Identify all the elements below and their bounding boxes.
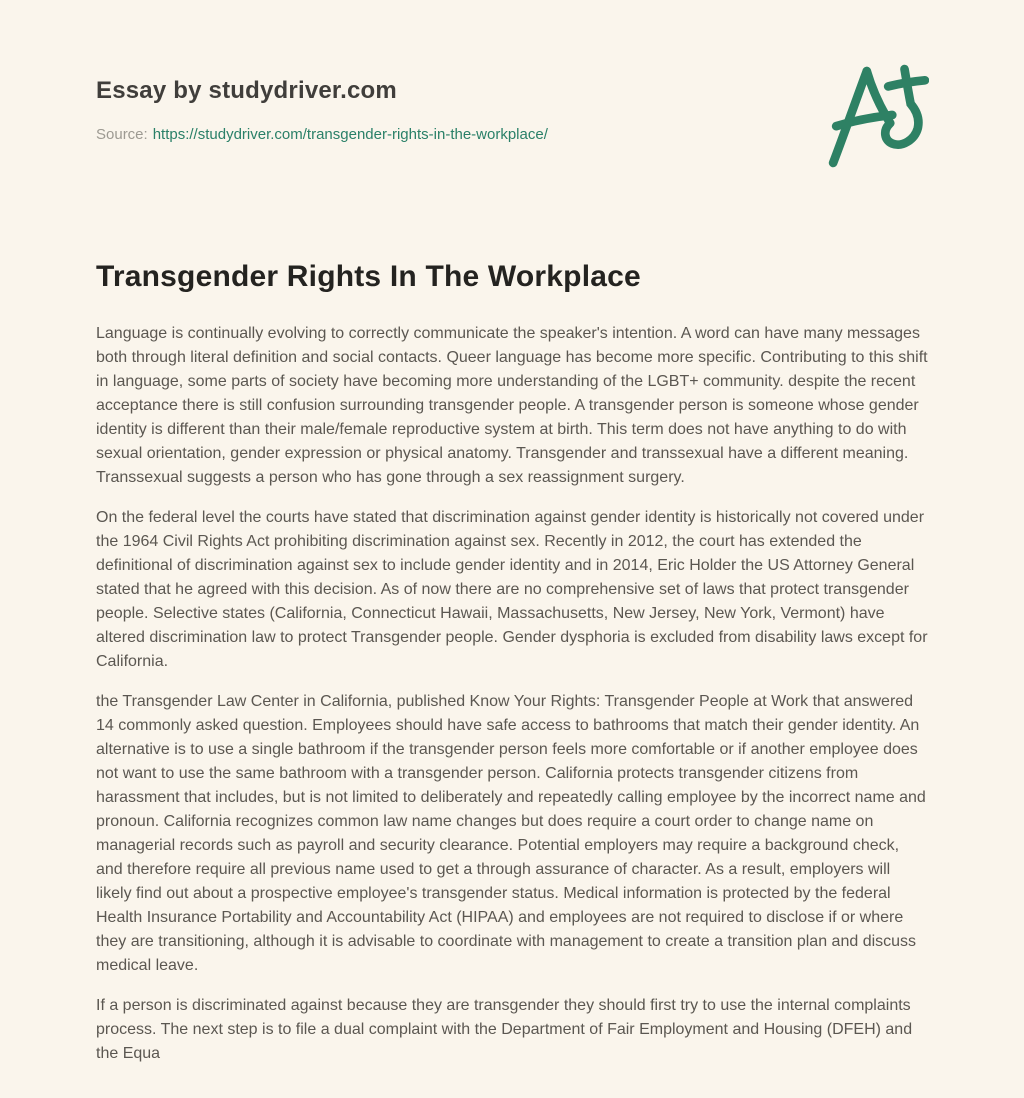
- source-label: Source:: [96, 126, 148, 143]
- byline-heading: Essay by studydriver.com: [96, 77, 397, 104]
- essay-paragraph-4: If a person is discriminated against because they are transgender they should first try to use the internal complaints process. The next step is to file a dual complaint with the Department of Fair Employment and Housing (DFEH) and the Equa: [96, 997, 913, 1062]
- essay-title: Transgender Rights In The Workplace: [96, 260, 641, 293]
- a-plus-logo-icon: [827, 64, 929, 168]
- essay-content: [96, 259, 928, 1066]
- source-link[interactable]: https://studydriver.com/transgender-rights-in-the-workplace/: [152, 126, 548, 143]
- essay-paragraph-2: On the federal level the courts have stated that discrimination against gender identity is historically not covered under the 1964 Civil Rights Act prohibiting discrimination against sex. Recently in 2012, the court has extended the definitional of discrimination against sex to include gender identity and in 2014, Eric Holder the US Attorney General stated that he agreed with this decision. As of now there are no comprehensive set of laws that protect transgender people. Selective states (California, Connecticut Hawaii, Massachusetts, New Jersey, New York, Vermont) have altered discrimination law to protect Transgender people. Gender dysphoria is excluded from disability laws except for California.: [96, 509, 928, 670]
- source-line: [96, 125, 928, 145]
- essay-paragraph-1: Language is continually evolving to correctly communicate the speaker's intention. A word can have many messages both through literal definition and social contacts. Queer language has become more specific. Contributing to this shift in language, some parts of society have becoming more understanding of the LGBT+ community. despite the recent acceptance there is still confusion surrounding transgender people. A transgender person is someone whose gender identity is different than their male/female reproductive system at birth. This term does not have anything to do with sexual orientation, gender expression or physical anatomy. Transgender and transsexual have a different meaning. Transsexual suggests a person who has gone through a sex reassignment surgery.: [96, 325, 928, 486]
- essay-paragraph-3: the Transgender Law Center in California, published Know Your Rights: Transgender People at Work that answered 14 commonly asked question. Employees should have safe access to bathrooms that match their gender identity. An alternative is to use a single bathroom if the transgender person feels more comfortable or if another employee does not want to use the same bathroom with a transgender person. California protects transgender citizens from harassment that includes, but is not limited to deliberately and repeatedly calling employee by the incorrect name and pronoun. California recognizes common law name changes but does require a court order to change name on managerial records such as payroll and security clearance. Potential employers may require a background check, and therefore require all previous name used to get a through assurance of character. As a result, employers will likely find out about a prospective employee's transgender status. Medical information is protected by the federal Health Insurance Portability and Accountability Act (HIPAA) and employees are not required to disclose if or where they are transitioning, although it is advisable to coordinate with management to create a transition plan and discuss medical leave.: [96, 693, 926, 974]
- page-header: [96, 76, 928, 145]
